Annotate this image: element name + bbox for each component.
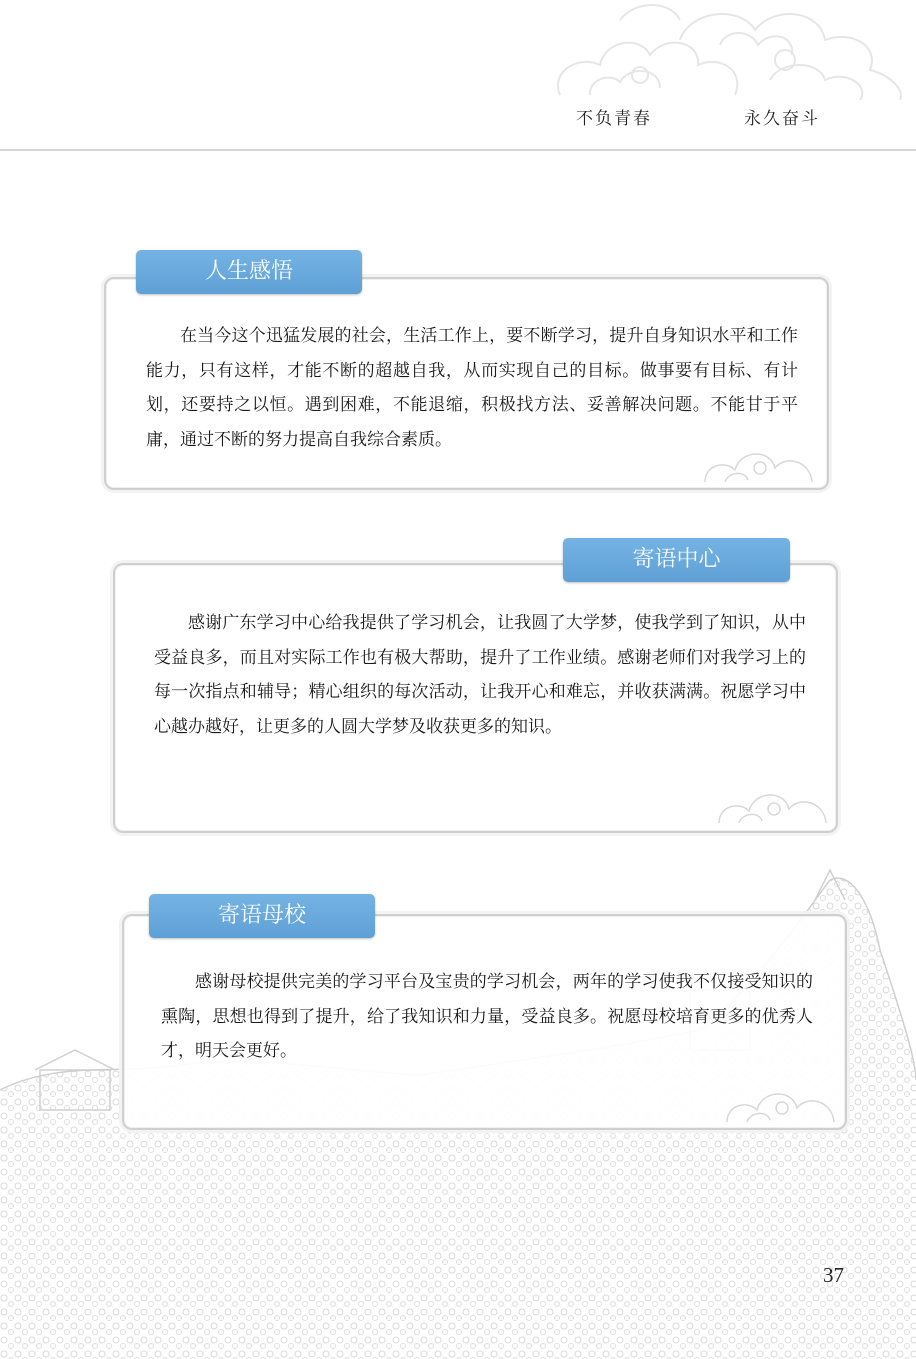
cloud-corner-decoration [714, 781, 834, 825]
section-title-message-to-center: 寄语中心 [563, 538, 790, 582]
section-text-life-insights: 在当今这个迅猛发展的社会，生活工作上，要不断学习，提升自身知识水平和工作能力，只有这样，才能不断的超越自我，从而实现自己的目标。做事要有目标、有计划，还要持之以恒。遇到困难，不能退缩，积极找方法、妥善解决问题。不能甘于平庸，通过不断的努力提高自我综合素质。 [146, 326, 798, 450]
section-text-message-to-center: 感谢广东学习中心给我提供了学习机会，让我圆了大学梦，使我学到了知识，从中受益良多，而且对实际工作也有极大帮助，提升了工作业绩。感谢老师们对我学习上的每一次指点和辅导；精心组织的每次活动，让我开心和难忘，并收获满满。祝愿学习中心越办越好，让更多的人圆大学梦及收获更多的知识。 [154, 613, 806, 737]
header-motto-left: 不负青春 [576, 109, 652, 129]
header-divider [0, 149, 916, 151]
section-title-life-insights: 人生感悟 [136, 250, 362, 294]
section-title-message-to-alma-mater: 寄语母校 [149, 894, 375, 938]
page-number: 37 [823, 1263, 844, 1287]
cloud-corner-decoration [722, 1080, 842, 1124]
header-motto-right: 永久奋斗 [744, 109, 820, 129]
cloud-pattern-decoration [520, 0, 916, 100]
section-text-message-to-alma-mater: 感谢母校提供完美的学习平台及宝贵的学习机会，两年的学习使我不仅接受知识的熏陶，思想也得到了提升，给了我知识和力量，受益良多。祝愿母校培育更多的优秀人才，明天会更好。 [161, 972, 813, 1061]
